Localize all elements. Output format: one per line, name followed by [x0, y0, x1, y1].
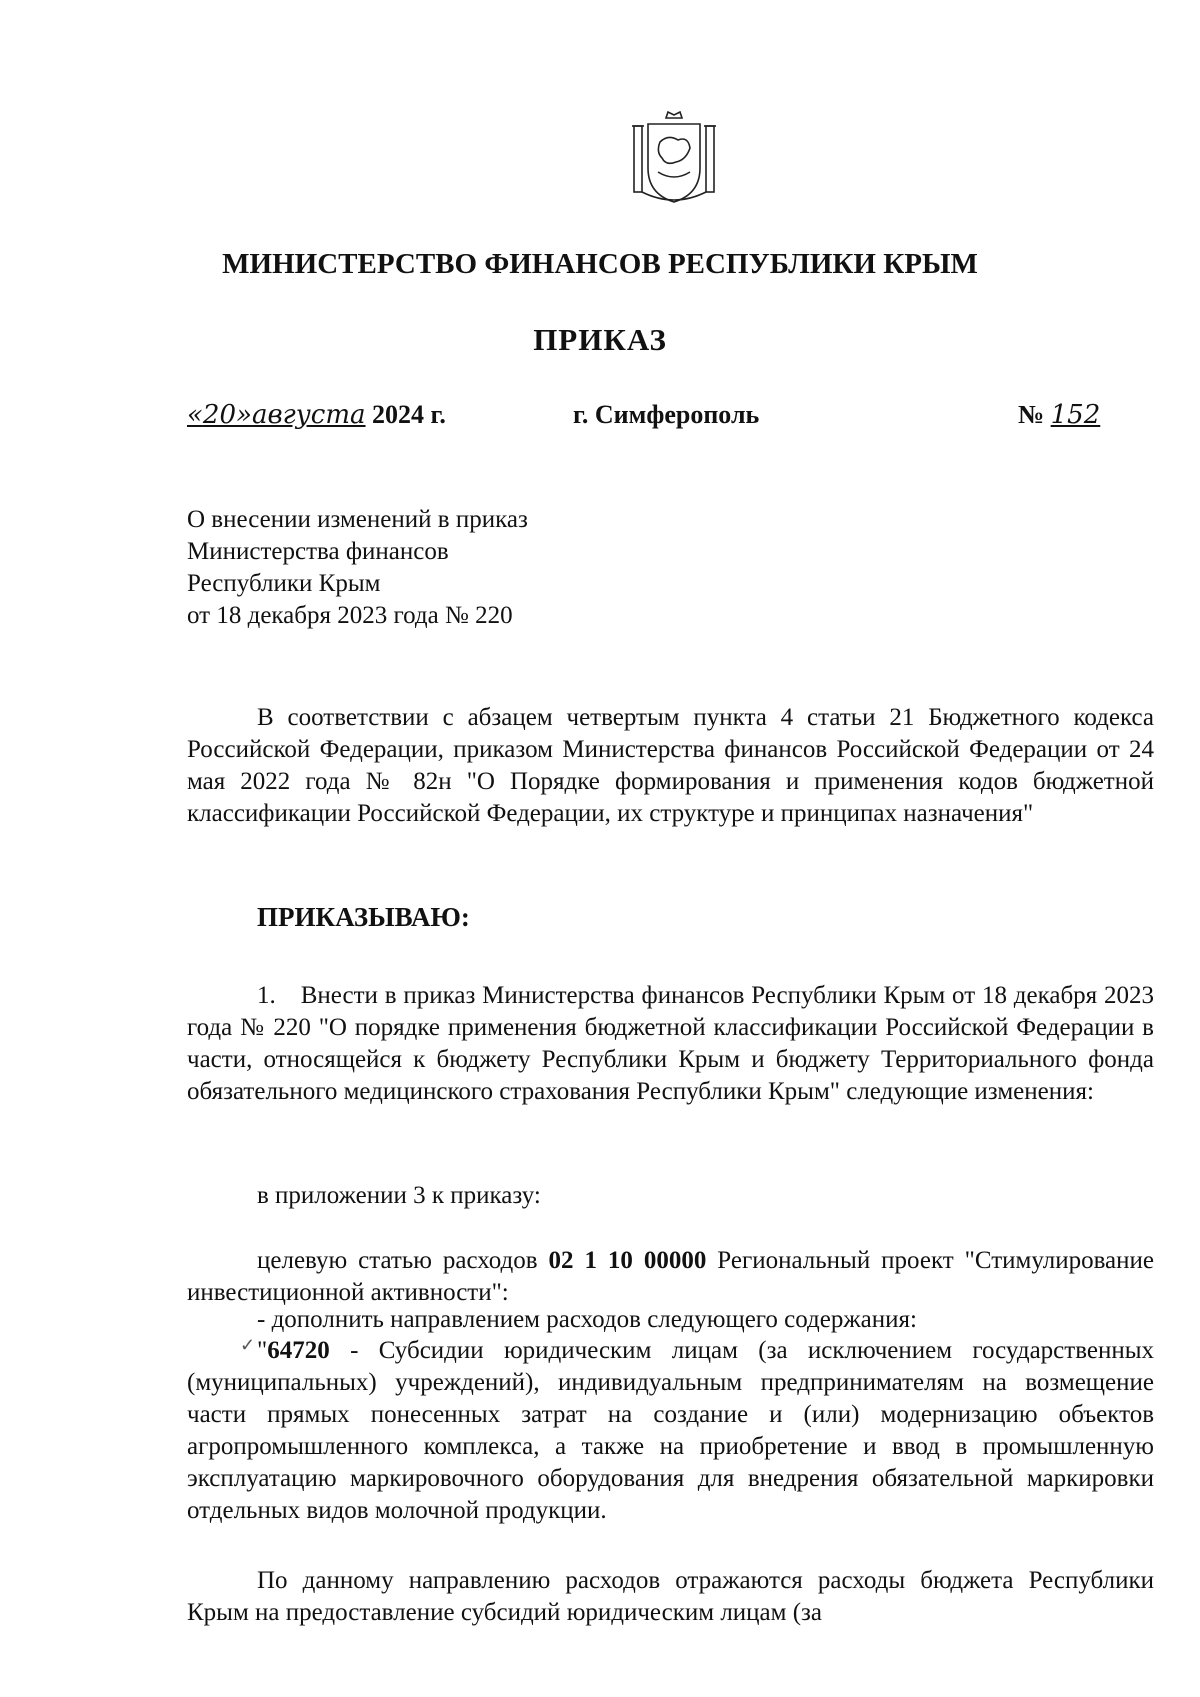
- date-day: 20: [202, 400, 237, 430]
- date-year: 2024 г.: [372, 400, 446, 429]
- document-type-title: ПРИКАЗ: [533, 322, 667, 357]
- order-subject: [187, 504, 528, 632]
- direction-text: - Субсидии юридическим лицам (за исключением государственных (муниципальных) учреждений), индивидуальным предпринимателям на возмещение части прямых понесенных затрат на создание и (или) модернизацию объектов агропромышленного комплекса, а также на приобретение и ввод в промышленную эксплуатацию маркировочного оборудования для внедрения обязательной маркировки отдельных видов молочной продукции.: [187, 1337, 1154, 1524]
- item-1-paragraph: 1. Внести в приказ Министерства финансов Республики Крым от 18 декабря 2023 года № 220 "О порядке применения бюджетной классификации Российской Федерации в части, относящейся к бюджету Республики Крым и бюджету Территориального фонда обязательного медицинского страхования Республики Крым" следующие изменения:: [187, 982, 1154, 1105]
- subject-line: Республики Крым: [187, 570, 381, 597]
- order-date: [187, 400, 446, 430]
- order-city: г. Симферополь: [573, 400, 760, 429]
- check-mark-icon: ✓: [240, 1335, 256, 1355]
- last-paragraph: По данному направлению расходов отражаются расходы бюджета Республики Крым на предоставление субсидий юридическим лицам (за: [187, 1567, 1154, 1626]
- subject-line: О внесении изменений в приказ: [187, 506, 528, 533]
- date-close-quote: »: [236, 400, 252, 430]
- preamble-paragraph: В соответствии с абзацем четвертым пункта 4 статьи 21 Бюджетного кодекса Российской Федерации, приказом Министерства финансов Российской Федерации от 24 мая 2022 года № 82н "О Порядке формирования и применения кодов бюджетной классификации Российской Федерации, их структуре и принципах назначения": [187, 704, 1154, 827]
- date-month: августа: [251, 400, 366, 430]
- appendix-line: в приложении 3 к приказу:: [257, 1182, 541, 1209]
- target-article-paragraph: [187, 1245, 1154, 1309]
- ministry-name: МИНИСТЕРСТВО ФИНАНСОВ РЕСПУБЛИКИ КРЫМ: [222, 248, 978, 280]
- subject-line: Министерства финансов: [187, 538, 449, 565]
- target-article-code: 02 1 10 00000: [548, 1247, 707, 1274]
- date-open-quote: «: [187, 400, 203, 430]
- target-article-suffix: Региональный проект "Стимулирование инвестиционной активности":: [187, 1247, 1155, 1306]
- number-prefix: №: [1018, 400, 1045, 429]
- number-value: 152: [1050, 400, 1101, 430]
- direction-paragraph: [187, 1335, 1154, 1527]
- order-number: [1018, 400, 1100, 430]
- target-article-prefix: целевую статью расходов: [257, 1247, 549, 1274]
- supplement-line: - дополнить направлением расходов следующего содержания:: [257, 1306, 917, 1333]
- coat-of-arms-emblem: [628, 108, 720, 208]
- direction-quote: ": [257, 1337, 268, 1364]
- subject-line: от 18 декабря 2023 года № 220: [187, 602, 513, 629]
- order-heading: ПРИКАЗЫВАЮ:: [257, 902, 470, 932]
- direction-code: 64720: [267, 1337, 330, 1364]
